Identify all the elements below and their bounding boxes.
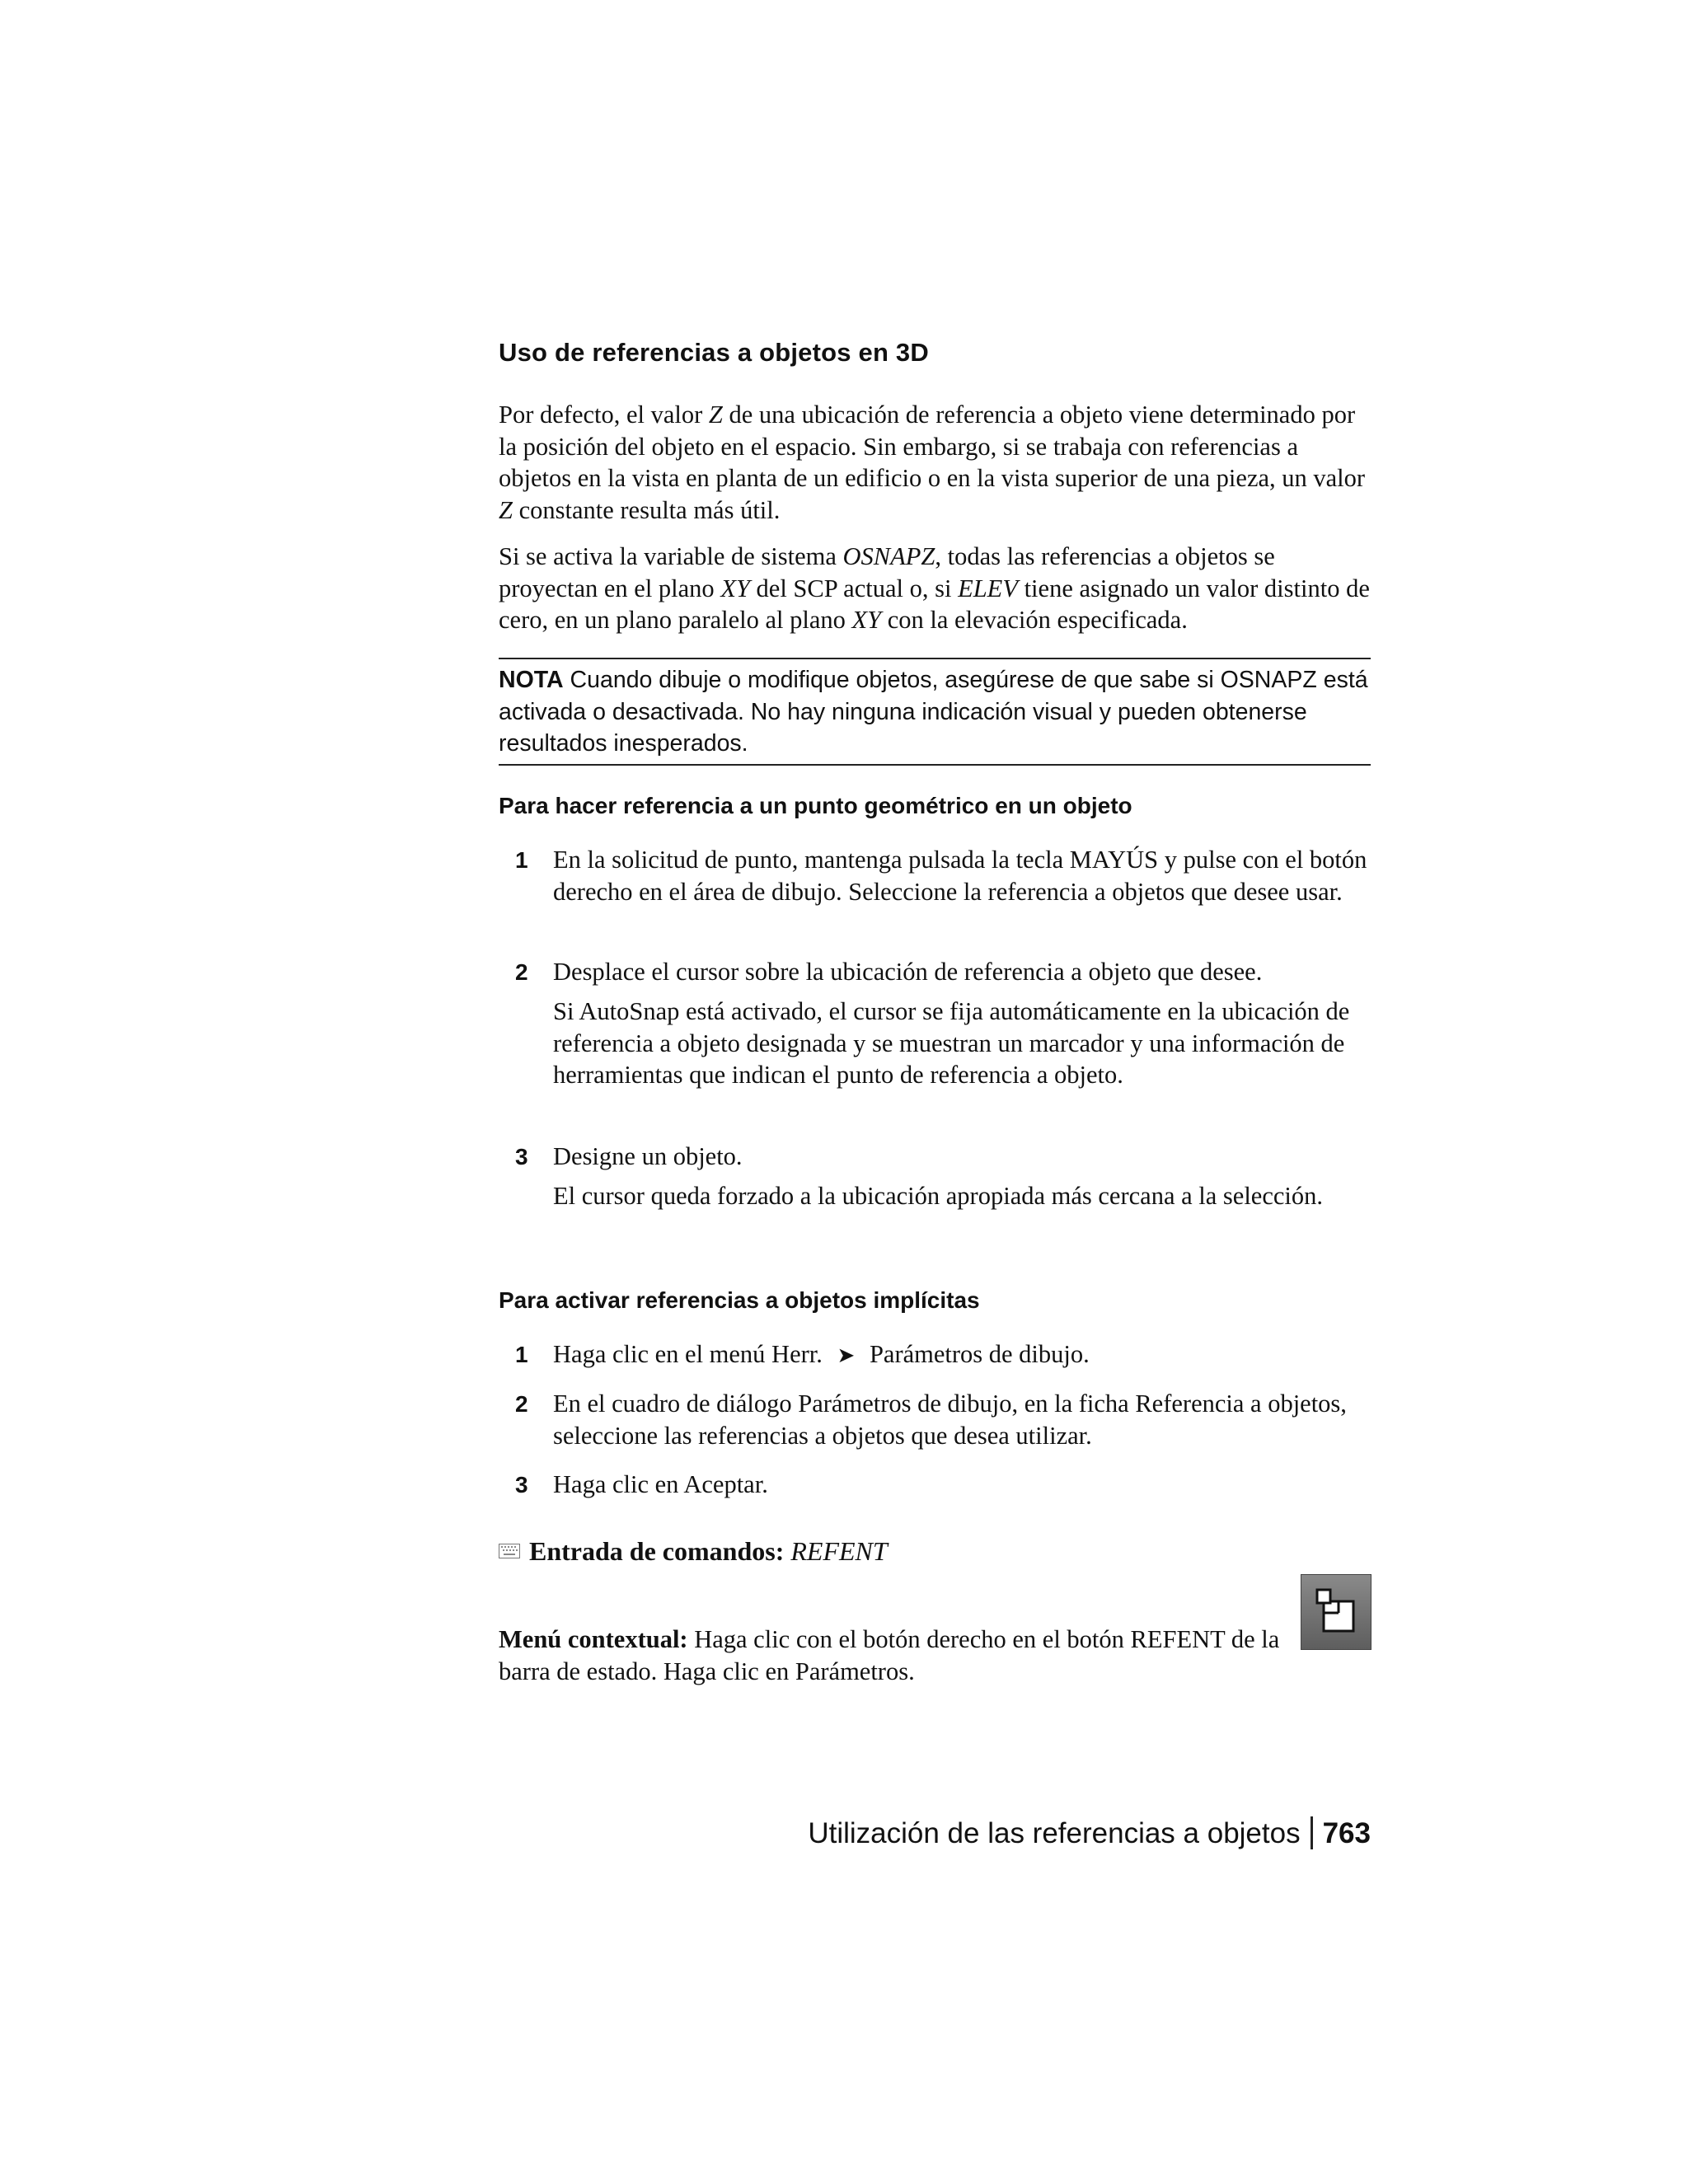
text-run: del SCP actual o, si	[749, 574, 959, 602]
step-detail: Si AutoSnap está activado, el cursor se fija automáticamente en la ubicación de referencia a objeto designada y se muestran un marcador y una información de herramientas que indican el punto de referencia a objeto.	[553, 997, 1350, 1089]
arrow-icon: ➤	[837, 1343, 856, 1368]
step-number: 3	[515, 1472, 528, 1497]
keyboard-icon	[499, 1544, 520, 1558]
osnapz-paragraph	[499, 541, 1372, 636]
osnap-button-icon	[1301, 1574, 1372, 1650]
object-snap-icon	[1301, 1575, 1371, 1649]
footer-title: Utilización de las referencias a objetos	[808, 1817, 1301, 1849]
shortcut-menu-paragraph	[499, 1624, 1306, 1687]
section-heading: Uso de referencias a objetos en 3D	[499, 338, 929, 367]
note-box	[499, 664, 1372, 760]
text-run: Por defecto, el valor	[499, 401, 709, 429]
footer-separator	[1311, 1816, 1313, 1849]
intro-paragraph	[499, 399, 1372, 526]
variable-z: Z	[499, 495, 513, 524]
text-run: de una ubicación de referencia a objeto viene determinado por la posición del objeto en el espacio. Sin embargo, si se trabaja con referencias a objetos en la vista en planta de un edificio o en la vista superior de una pieza, un valor	[499, 401, 1366, 492]
page-footer	[808, 1816, 1371, 1850]
page-number: 763	[1322, 1817, 1371, 1849]
step-text	[553, 1338, 1377, 1372]
step-text: Designe un objeto.	[553, 1142, 743, 1170]
procedure-title: Para activar referencias a objetos implícitas	[499, 1287, 980, 1313]
step-text: Haga clic en Aceptar.	[553, 1470, 768, 1498]
step-detail: El cursor queda forzado a la ubicación apropiada más cercana a la selección.	[553, 1182, 1324, 1210]
note-label: NOTA	[499, 667, 564, 693]
command-entry-label: Entrada de comandos:	[529, 1536, 785, 1566]
step-number: 1	[515, 1342, 528, 1367]
step-number: 2	[515, 959, 528, 985]
text-run: Haga clic en el menú Herr.	[553, 1340, 823, 1368]
shortcut-menu-text: Haga clic con el botón derecho en el botón REFENT de la barra de estado. Haga clic en Parámetros.	[499, 1625, 1280, 1685]
step-text: En la solicitud de punto, mantenga pulsada la tecla MAYÚS y pulse con el botón derecho en el área de dibujo. Seleccione la referencia a objetos que desee usar.	[553, 846, 1367, 906]
note-text: Cuando dibuje o modifique objetos, asegúrese de que sabe si OSNAPZ está activada o desactivada. No hay ninguna indicación visual y pueden obtenerse resultados inesperados.	[499, 667, 1368, 757]
text-run: Parámetros de dibujo.	[869, 1340, 1090, 1368]
plane-xy: XY	[851, 606, 882, 634]
command-name: REFENT	[790, 1536, 888, 1566]
sysvar-osnapz: OSNAPZ	[842, 542, 935, 570]
step-number: 1	[515, 847, 528, 873]
command-entry	[529, 1536, 888, 1567]
text-run: , todas las referencias a objetos se proyectan en el plano	[499, 542, 1275, 602]
text-run: tiene asignado un valor distinto de cero, en un plano paralelo al plano	[499, 574, 1370, 634]
step-text: En el cuadro de diálogo Parámetros de dibujo, en la ficha Referencia a objetos, seleccione las referencias a objetos que desea utilizar.	[553, 1390, 1347, 1450]
step-number: 2	[515, 1391, 528, 1417]
variable-z: Z	[708, 401, 723, 429]
note-divider-bottom	[499, 764, 1371, 766]
note-divider-top	[499, 658, 1371, 659]
text-run: constante resulta más útil.	[512, 495, 781, 524]
step-number: 3	[515, 1144, 528, 1169]
text-run: Si se activa la variable de sistema	[499, 542, 843, 570]
procedure-title: Para hacer referencia a un punto geométrico en un objeto	[499, 793, 1132, 818]
step-text: Desplace el cursor sobre la ubicación de referencia a objeto que desee.	[553, 958, 1263, 986]
sysvar-elev: ELEV	[958, 574, 1018, 602]
shortcut-menu-label: Menú contextual:	[499, 1625, 688, 1653]
text-run: con la elevación especificada.	[881, 606, 1188, 634]
plane-xy: XY	[720, 574, 750, 602]
